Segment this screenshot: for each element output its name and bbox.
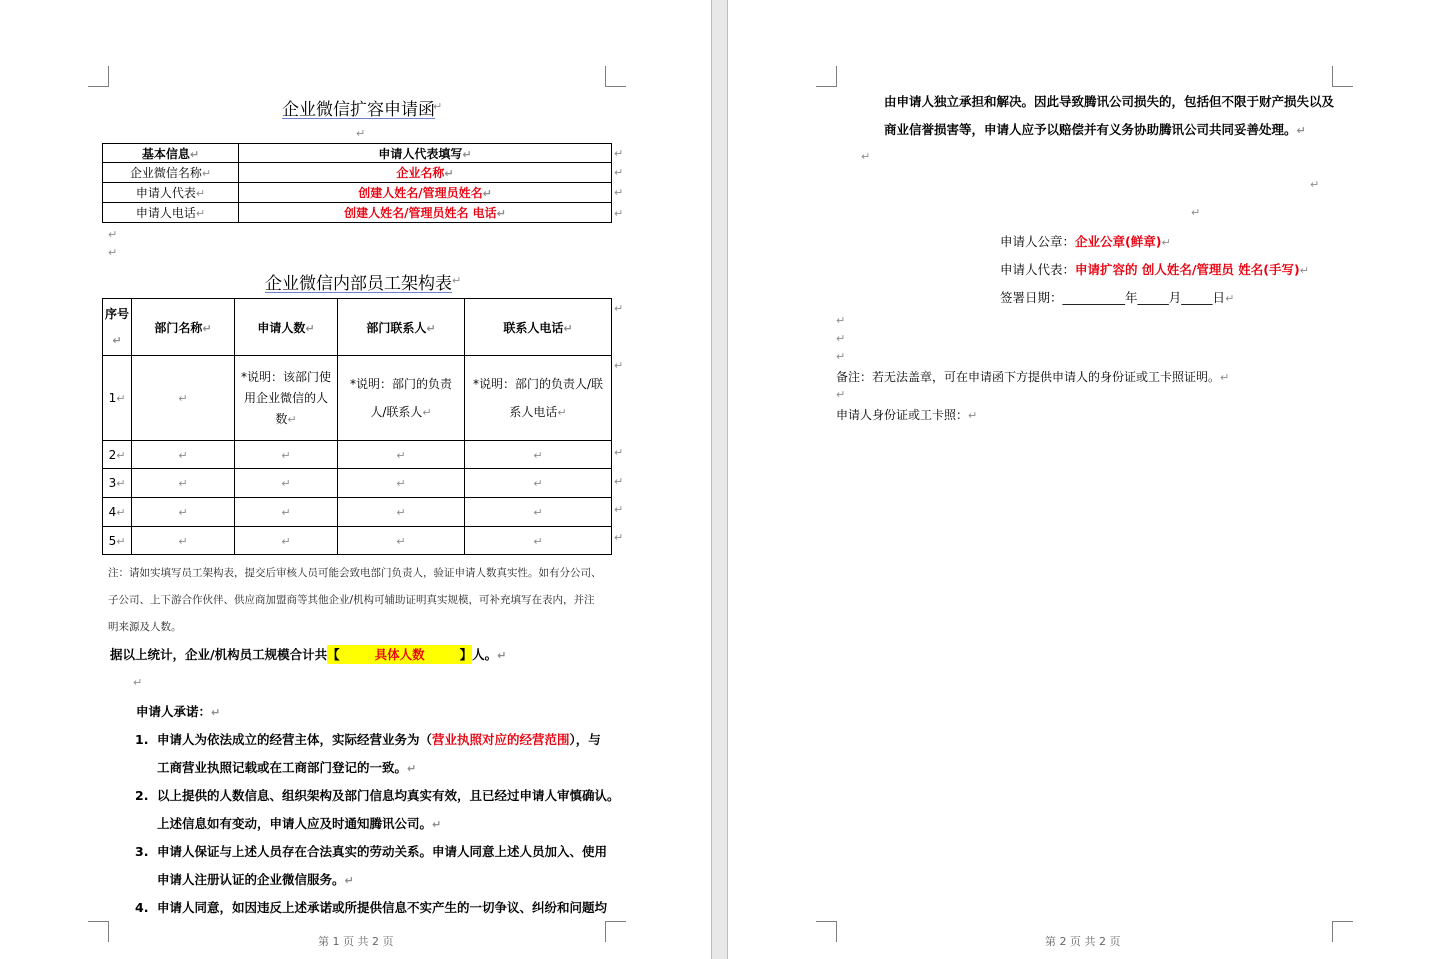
row-end-mark: ↵ — [614, 166, 624, 179]
continued-text: 由申请人独立承担和解决。因此导致腾讯公司损失的，包括但不限于财产损失以及 — [884, 94, 1335, 109]
org-structure-table — [102, 298, 612, 555]
table-label: 申请人电话↵ — [103, 203, 239, 223]
table-header: 联系人电话↵ — [465, 299, 612, 356]
row-end-mark: ↵ — [614, 359, 624, 372]
row-number: 3↵ — [103, 469, 132, 498]
date-month-field[interactable]: _____ — [1137, 290, 1169, 305]
paragraph-mark: ↵ — [433, 100, 443, 113]
basic-info-table — [102, 143, 612, 223]
table-cell[interactable]: ↵ — [132, 356, 235, 441]
table-cell[interactable]: ↵ — [235, 498, 338, 527]
table-header: 部门联系人↵ — [338, 299, 465, 356]
table-cell[interactable]: ↵ — [338, 527, 465, 555]
row-end-mark: ↵ — [614, 147, 624, 160]
paragraph-mark: ↵ — [108, 228, 118, 241]
continued-text: 商业信誉损害等，申请人应予以赔偿并有义务协助腾讯公司共同妥善处理。↵ — [884, 122, 1306, 137]
row-end-mark: ↵ — [614, 531, 624, 544]
table-cell[interactable]: ↵ — [235, 441, 338, 469]
paragraph-mark: ↵ — [836, 332, 846, 345]
crop-mark — [1332, 66, 1353, 87]
crop-mark — [605, 921, 626, 942]
org-table-title: 企业微信内部员工架构表 — [265, 274, 452, 294]
table-cell[interactable]: ↵ — [132, 469, 235, 498]
letter-title: 企业微信扩容申请函 — [282, 100, 435, 120]
pledge-item-1-cont: 工商营业执照记载或在工商部门登记的一致。↵ — [157, 760, 417, 775]
seal-field[interactable]: 企业公章(鲜章) — [1075, 234, 1162, 249]
page-footer: 第 1 页 共 2 页 — [318, 935, 394, 948]
row-number: 1↵ — [103, 356, 132, 441]
table-header: 申请人数↵ — [235, 299, 338, 356]
table-cell[interactable]: ↵ — [132, 527, 235, 555]
table-cell[interactable]: ↵ — [132, 441, 235, 469]
date-day-field[interactable]: _____ — [1181, 290, 1213, 305]
crop-mark — [816, 921, 837, 942]
table-header: 基本信息↵ — [103, 144, 239, 163]
id-photo-line: 申请人身份证或工卡照：↵ — [836, 408, 978, 422]
table-cell[interactable]: ↵ — [465, 527, 612, 555]
table-label: 企业微信名称↵ — [103, 163, 239, 183]
table-value[interactable]: 企业名称↵ — [239, 163, 612, 183]
paragraph-mark: ↵ — [133, 676, 143, 689]
pledge-item-2-cont: 上述信息如有变动，申请人应及时通知腾讯公司。↵ — [157, 816, 442, 831]
table-cell[interactable]: *说明：部门的负责人/联系人↵ — [338, 356, 465, 441]
paragraph-mark: ↵ — [836, 314, 846, 327]
crop-mark — [1332, 921, 1353, 942]
pledge-heading: 申请人承诺：↵ — [136, 704, 221, 719]
page-footer: 第 2 页 共 2 页 — [1045, 935, 1121, 948]
table-label: 申请人代表↵ — [103, 183, 239, 203]
table-cell[interactable]: ↵ — [132, 498, 235, 527]
paragraph-mark: ↵ — [452, 274, 462, 287]
pledge-item-3-cont: 申请人注册认证的企业微信服务。↵ — [157, 872, 354, 887]
summary-line: 据以上统计，企业/机构员工规模合计共【 具体人数 】人。↵ — [110, 647, 507, 662]
crop-mark — [88, 921, 109, 942]
headcount-field[interactable]: 【 具体人数 】 — [327, 647, 473, 662]
pledge-item-3: 3. 申请人保证与上述人员存在合法真实的劳动关系。申请人同意上述人员加入、使用 — [135, 844, 608, 859]
paragraph-mark: ↵ — [861, 150, 871, 163]
row-end-mark: ↵ — [614, 446, 624, 459]
table-header: 部门名称↵ — [132, 299, 235, 356]
paragraph-mark: ↵ — [836, 350, 846, 363]
pledge-item-4: 4. 申请人同意，如因违反上述承诺或所提供信息不实产生的一切争议、纠纷和问题均 — [135, 900, 608, 915]
note-line: 注：请如实填写员工架构表，提交后审核人员可能会致电部门负责人，验证申请人数真实性。如有分公司、 — [108, 567, 602, 579]
representative-field[interactable]: 申请扩容的 创人姓名/管理员 姓名(手写) — [1075, 262, 1300, 277]
note-line: 子公司、上下游合作伙伴、供应商加盟商等其他企业/机构可辅助证明真实规模，可补充填写在表内，并注 — [108, 594, 595, 606]
row-number: 2↵ — [103, 441, 132, 469]
table-cell[interactable]: ↵ — [235, 527, 338, 555]
row-end-mark: ↵ — [614, 186, 624, 199]
representative-line: 申请人代表：申请扩容的 创人姓名/管理员 姓名(手写)↵ — [1000, 262, 1309, 277]
table-cell[interactable]: ↵ — [338, 498, 465, 527]
table-cell[interactable]: ↵ — [465, 498, 612, 527]
paragraph-mark: ↵ — [1310, 178, 1320, 191]
page-gap — [712, 0, 727, 959]
row-end-mark: ↵ — [614, 475, 624, 488]
note-line: 明来源及人数。 — [108, 621, 182, 633]
document-page-1 — [0, 0, 712, 959]
row-end-mark: ↵ — [614, 302, 624, 315]
pledge-item-2: 2. 以上提供的人数信息、组织架构及部门信息均真实有效，且已经过申请人审慎确认。 — [135, 788, 620, 803]
seal-line: 申请人公章：企业公章(鲜章)↵ — [1000, 234, 1171, 249]
paragraph-mark: ↵ — [836, 388, 846, 401]
crop-mark — [816, 66, 837, 87]
table-value[interactable]: 创建人姓名/管理员姓名 电话↵ — [239, 203, 612, 223]
paragraph-mark: ↵ — [108, 246, 118, 259]
crop-mark — [605, 66, 626, 87]
table-value[interactable]: 创建人姓名/管理员姓名↵ — [239, 183, 612, 203]
row-end-mark: ↵ — [614, 503, 624, 516]
table-cell[interactable]: ↵ — [235, 469, 338, 498]
date-line: 签署日期：__________年_____月_____日↵ — [1000, 290, 1235, 305]
row-number: 4↵ — [103, 498, 132, 527]
document-page-2 — [727, 0, 1439, 959]
pledge-item-1: 1. 申请人为依法成立的经营主体，实际经营业务为（营业执照对应的经营范围），与 — [135, 732, 601, 747]
date-year-field[interactable]: __________ — [1062, 290, 1126, 305]
table-cell[interactable]: *说明：部门的负责人/联系人电话↵ — [465, 356, 612, 441]
table-cell[interactable]: ↵ — [338, 469, 465, 498]
table-header: 序号↵ — [103, 299, 132, 356]
crop-mark — [88, 66, 109, 87]
table-cell[interactable]: ↵ — [338, 441, 465, 469]
paragraph-mark: ↵ — [356, 127, 366, 140]
paragraph-mark: ↵ — [1191, 206, 1201, 219]
row-end-mark: ↵ — [614, 207, 624, 220]
table-cell[interactable]: ↵ — [465, 469, 612, 498]
row-number: 5↵ — [103, 527, 132, 555]
table-cell[interactable]: ↵ — [465, 441, 612, 469]
table-header: 申请人代表填写↵ — [239, 144, 612, 163]
table-cell[interactable]: *说明：该部门使用企业微信的人数↵ — [235, 356, 338, 441]
remark-line: 备注：若无法盖章，可在申请函下方提供申请人的身份证或工卡照证明。↵ — [836, 370, 1230, 384]
